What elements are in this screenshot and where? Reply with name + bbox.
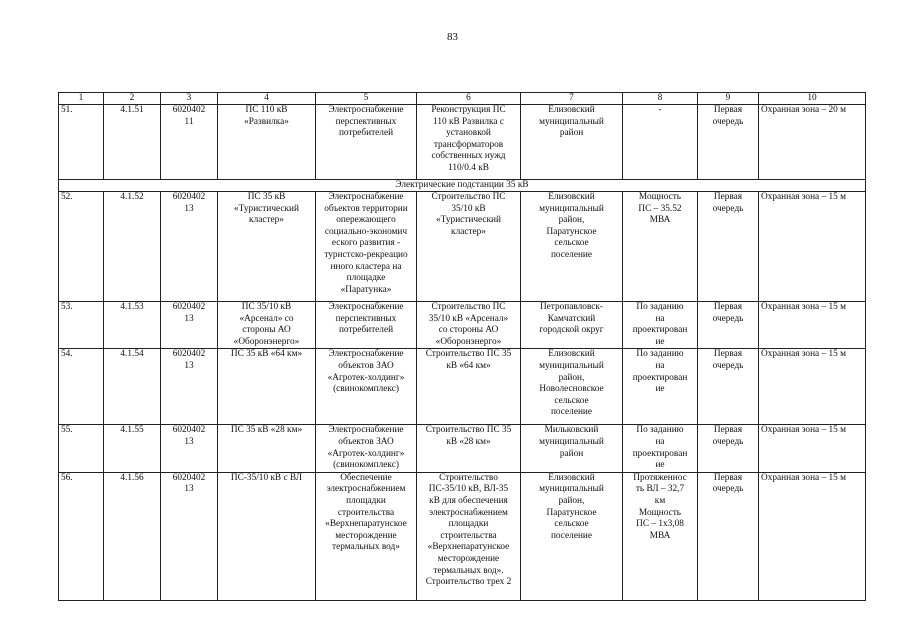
object-location: Елизовский муниципальный район, Паратунское сельское поселение (521, 472, 623, 600)
object-stage: Первая очередь (698, 105, 759, 180)
object-purpose: Электроснабжение объектов ЗАО «Агротек-холдинг» (свинокомплекс) (316, 425, 417, 472)
classifier-number: 6020402 13 (161, 192, 218, 302)
object-parameters: Мощность ПС – 35.52 МВА (623, 192, 698, 302)
section-title: Электрические подстанции 35 кВ (59, 180, 866, 192)
object-name: ПС-35/10 кВ с ВЛ (218, 472, 316, 600)
object-parameters: По заданию на проектирован ие (623, 349, 698, 425)
object-parameters: - (623, 105, 698, 180)
object-work: Строительство ПС 35/10 кВ «Арсенал» со стороны АО «Оборонэнерго» (417, 302, 521, 349)
object-location: Мильковский муниципальный район (521, 425, 623, 472)
protection-zone: Охранная зона – 15 м (759, 302, 866, 349)
object-name: ПС 110 кВ «Развилка» (218, 105, 316, 180)
classifier-number: 6020402 13 (161, 472, 218, 600)
header-cell: 6 (417, 93, 521, 105)
object-purpose: Обеспечение электроснабжением площадки строительства «Верхнепаратунское месторождение термальных вод» (316, 472, 417, 600)
header-cell: 1 (59, 93, 104, 105)
object-work: Строительство ПС 35 кВ «64 км» (417, 349, 521, 425)
protection-zone: Охранная зона – 20 м (759, 105, 866, 180)
row-number: 55. (59, 425, 104, 472)
header-cell: 4 (218, 93, 316, 105)
table-row (59, 425, 866, 472)
object-stage: Первая очередь (698, 472, 759, 600)
header-cell: 9 (698, 93, 759, 105)
objects-table (58, 92, 866, 601)
object-stage: Первая очередь (698, 192, 759, 302)
protection-zone: Охранная зона – 15 м (759, 425, 866, 472)
object-work: Реконструкция ПС 110 кВ Развилка с установкой трансформаторов собственных нужд 110/0.4 кВ (417, 105, 521, 180)
object-purpose: Электроснабжение объектов ЗАО «Агротек-холдинг» (свинокомплекс) (316, 349, 417, 425)
object-code: 4.1.56 (104, 472, 161, 600)
object-purpose: Электроснабжение объектов территории опережающего социально-экономич еского развития - туристско-рекреацио нного кластера на площадке «Паратунка» (316, 192, 417, 302)
table-row (59, 105, 866, 180)
classifier-number: 6020402 13 (161, 349, 218, 425)
row-number: 52. (59, 192, 104, 302)
header-cell: 8 (623, 93, 698, 105)
object-purpose: Электроснабжение перспективных потребителей (316, 302, 417, 349)
object-parameters: Протяженнос ть ВЛ – 32,7 км Мощность ПС – 1х3,08 МВА (623, 472, 698, 600)
table-row (59, 349, 866, 425)
header-cell: 7 (521, 93, 623, 105)
object-code: 4.1.55 (104, 425, 161, 472)
classifier-number: 6020402 13 (161, 425, 218, 472)
column-numbers-row (59, 93, 866, 105)
object-stage: Первая очередь (698, 425, 759, 472)
object-location: Елизовский муниципальный район, Паратунское сельское поселение (521, 192, 623, 302)
object-work: Строительство ПС 35/10 кВ «Туристический кластер» (417, 192, 521, 302)
header-cell: 3 (161, 93, 218, 105)
object-name: ПС 35/10 кВ «Арсенал» со стороны АО «Оборонэнерго» (218, 302, 316, 349)
classifier-number: 6020402 11 (161, 105, 218, 180)
protection-zone: Охранная зона – 15 м (759, 349, 866, 425)
row-number: 54. (59, 349, 104, 425)
header-cell: 2 (104, 93, 161, 105)
object-purpose: Электроснабжение перспективных потребителей (316, 105, 417, 180)
object-code: 4.1.52 (104, 192, 161, 302)
protection-zone: Охранная зона – 15 м (759, 192, 866, 302)
object-work: Строительство ПС-35/10 кВ, ВЛ-35 кВ для обеспечения электроснабжением площадки строительства «Верхнепаратунское месторождение термальных вод». Строительство трех 2 (417, 472, 521, 600)
protection-zone: Охранная зона – 15 м (759, 472, 866, 600)
object-name: ПС 35 кВ «Туристический кластер» (218, 192, 316, 302)
header-cell: 5 (316, 93, 417, 105)
table-row (59, 302, 866, 349)
table-row (59, 472, 866, 600)
object-code: 4.1.54 (104, 349, 161, 425)
object-location: Елизовский муниципальный район, Новолесновское сельское поселение (521, 349, 623, 425)
object-parameters: По заданию на проектирован ие (623, 302, 698, 349)
object-location: Елизовский муниципальный район (521, 105, 623, 180)
object-stage: Первая очередь (698, 302, 759, 349)
object-name: ПС 35 кВ «64 км» (218, 349, 316, 425)
section-row (59, 180, 866, 192)
row-number: 56. (59, 472, 104, 600)
table-row (59, 192, 866, 302)
object-code: 4.1.53 (104, 302, 161, 349)
classifier-number: 6020402 13 (161, 302, 218, 349)
row-number: 51. (59, 105, 104, 180)
object-parameters: По заданию на проектирован ие (623, 425, 698, 472)
row-number: 53. (59, 302, 104, 349)
object-work: Строительство ПС 35 кВ «28 км» (417, 425, 521, 472)
object-stage: Первая очередь (698, 349, 759, 425)
object-location: Петропавловск- Камчатский городской округ (521, 302, 623, 349)
object-code: 4.1.51 (104, 105, 161, 180)
header-cell: 10 (759, 93, 866, 105)
object-name: ПС 35 кВ «28 км» (218, 425, 316, 472)
page-number: 83 (447, 31, 458, 43)
